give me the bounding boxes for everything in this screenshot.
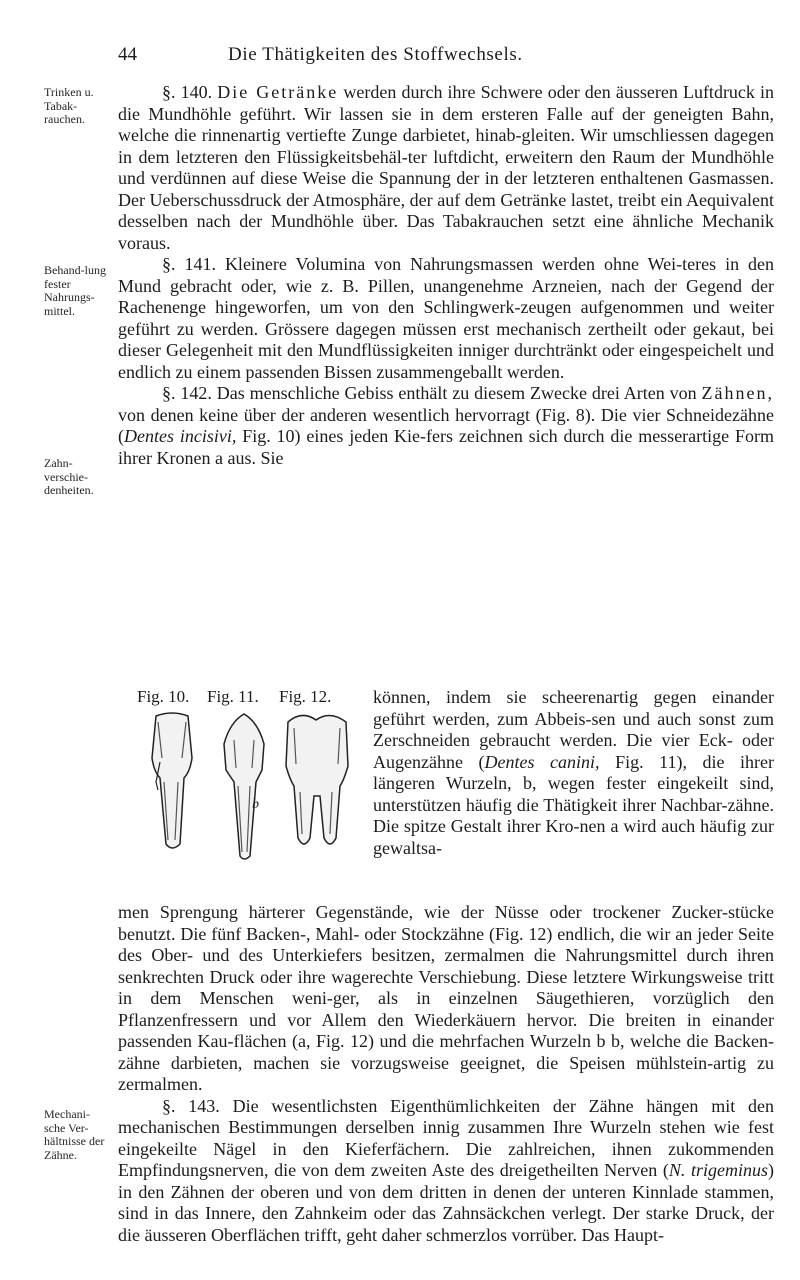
paragraph-142-wrap xyxy=(373,687,774,859)
section-number-140: §. 140. xyxy=(162,82,213,102)
paragraph-142-text-b: von denen keine über der anderen wesentlich hervorragt (Fig. 8). Die vier Schneidezähne ( xyxy=(118,404,774,446)
section-number-143: §. 143. xyxy=(162,1095,220,1116)
paragraph-142-text-c: Fig. 10) eines jeden Kie-fers zeichnen sich durch die messerartige Form ihrer Kronen a aus. Sie xyxy=(118,426,775,468)
paragraph-143-text-a: Die wesentlichsten Eigenthümlichkeiten der Zähne hängen mit den mechanischen Bestimmungen derselben innig zusammen Ihre Wurzeln stehen wie fest eingekeilte Nägel in den Kieferfächern. Die zahlreichen, ihnen zukommenden Empfindungsnerven, die von dem zweiten Aste des dreigetheilten Nerven ( xyxy=(118,1095,774,1180)
paragraph-142-wrap-b: Fig. 11), die ihrer längeren Wurzeln, b, wegen fester eingekeilt sind, unterstützen häufig die Thätigkeit ihrer Nachbar-zähne. Die spitze Gestalt ihrer Kro-nen a wird auch häufig zur gewaltsa- xyxy=(373,751,775,858)
paragraph-140-text: werden durch ihre Schwere oder den äusseren Luftdruck in die Mundhöhle geführt. Wir lassen sie in dem ersteren Falle auf der geneigten Bahn, welche die rinnenartig vertiefte Zunge darbietet, hinab-gleiten. Wir umschliessen dagegen in dem letzteren den Flüssigkeitsbehäl-ter luftdicht, erweitern den Raum der Mundhöhle und verdünnen auf diese Weise die Spannung der in der letzteren enthaltenen Gasmassen. Der Ueberschussdruck der Atmosphäre, der auf dem Getränke lastet, treibt ein Aequivalent desselben nach der Mundhöhle über. Das Tabakrauchen setzt eine ähnliche Mechanik voraus. xyxy=(118,82,775,253)
margin-note-trinken: Trinken u. Tabak-rauchen. xyxy=(44,85,94,126)
page-number: 44 xyxy=(118,44,137,65)
paragraph-143-text-b: ) in den Zähnen der oberen und von dem dritten in denen der unteren Kinnlade stammen, sind in das Innere, den Zahnkeim oder das Zahnsäckchen verlegt. Der starke Druck, der die äusseren Oberflächen trifft, geht daher schmerzlos vorrüber. Das Haupt- xyxy=(118,1160,774,1245)
term-getraenke: Die Getränke xyxy=(217,82,339,102)
paragraph-142-text-a: Das menschliche Gebiss enthält zu diesem Zwecke drei Arten von xyxy=(216,383,697,403)
incisor-tooth-illustration xyxy=(142,712,202,852)
molar-tooth-illustration xyxy=(280,712,354,852)
paragraph-141 xyxy=(118,254,774,383)
paragraph-143 xyxy=(118,1096,774,1247)
term-dentes-canini: Dentes canini, xyxy=(484,751,600,772)
term-dentes-incisivi: Dentes incisivi, xyxy=(124,426,237,446)
running-title: Die Thätigkeiten des Stoffwechsels. xyxy=(228,44,523,65)
section-number-141: §. 141. xyxy=(162,254,216,274)
body-text-upper xyxy=(118,82,774,469)
paragraph-140 xyxy=(118,82,774,254)
page-header xyxy=(0,44,800,72)
canine-tooth-illustration xyxy=(214,712,274,862)
body-text-lower xyxy=(118,902,774,1246)
paragraph-141-text: Kleinere Volumina von Nahrungsmassen werden ohne Wei-teres in den Mund gebracht oder, wie z. B. Pillen, unangenehme Arzneien, nach der Gegend der Rachenenge hingeworfen, um von den Schlingwerk-zeugen aufgenommen und weiter geführt zu werden. Grössere dagegen müssen erst mechanisch zertheilt oder gekaut, bei dieser Gelegenheit mit den Mundflüssigkeiten inniger durchtränkt oder eingespeichelt und endlich zu einem passenden Bissen zusammengeballt werden. xyxy=(118,254,775,382)
margin-note-behandlung: Behand-lung fester Nahrungs-mittel. xyxy=(44,263,106,318)
margin-note-zahn: Zahn-verschie-denheiten. xyxy=(44,456,94,497)
body-text-wrap xyxy=(373,687,774,859)
fig-10-label: Fig. 10. xyxy=(137,687,190,706)
term-zaehnen: Zähnen, xyxy=(701,383,774,403)
paragraph-142-rest: men Sprengung härterer Gegenstände, wie der Nüsse oder trockener Zucker-stücke benutzt. Die fünf Backen-, Mahl- oder Stockzähne (Fig. 12) endlich, die wir an jeder Seite des Ober- und des Unterkiefers besitzen, zermalmen die Nahrungsmittel durch ihren senkrechten Druck oder ihre wagerechte Verschiebung. Diese letztere Wirkungsweise tritt in dem Menschen weni-ger, als in einzelnen Säugethieren, vorzüglich den Pflanzenfressern und vor Allem den Wiederkäuern hervor. Die breiten in einander passenden Kau-flächen (a, Fig. 12) und die mehrfachen Wurzeln b b, welche die Backen-zähne darbieten, machen sie vorzugsweise geeignet, die Speisen mühlstein-artig zu zermalmen. xyxy=(118,902,774,1094)
section-number-142: §. 142. xyxy=(162,383,212,403)
fig-11-label: Fig. 11. xyxy=(207,687,259,706)
paragraph-142-wrap-a: können, indem sie scheerenartig gegen einander geführt werden, zum Abbeis-sen und auch sonst zum Zerschneiden gebraucht werden. Die vier Eck- oder Augenzähne ( xyxy=(373,687,774,772)
canine-root-label: b xyxy=(252,797,259,812)
paragraph-142 xyxy=(118,383,774,469)
margin-note-mechanische: Mechani-sche Ver-hältnisse der Zähne. xyxy=(44,1107,105,1162)
term-n-trigeminus: N. trigeminus xyxy=(668,1160,768,1180)
fig-12-label: Fig. 12. xyxy=(279,687,332,706)
